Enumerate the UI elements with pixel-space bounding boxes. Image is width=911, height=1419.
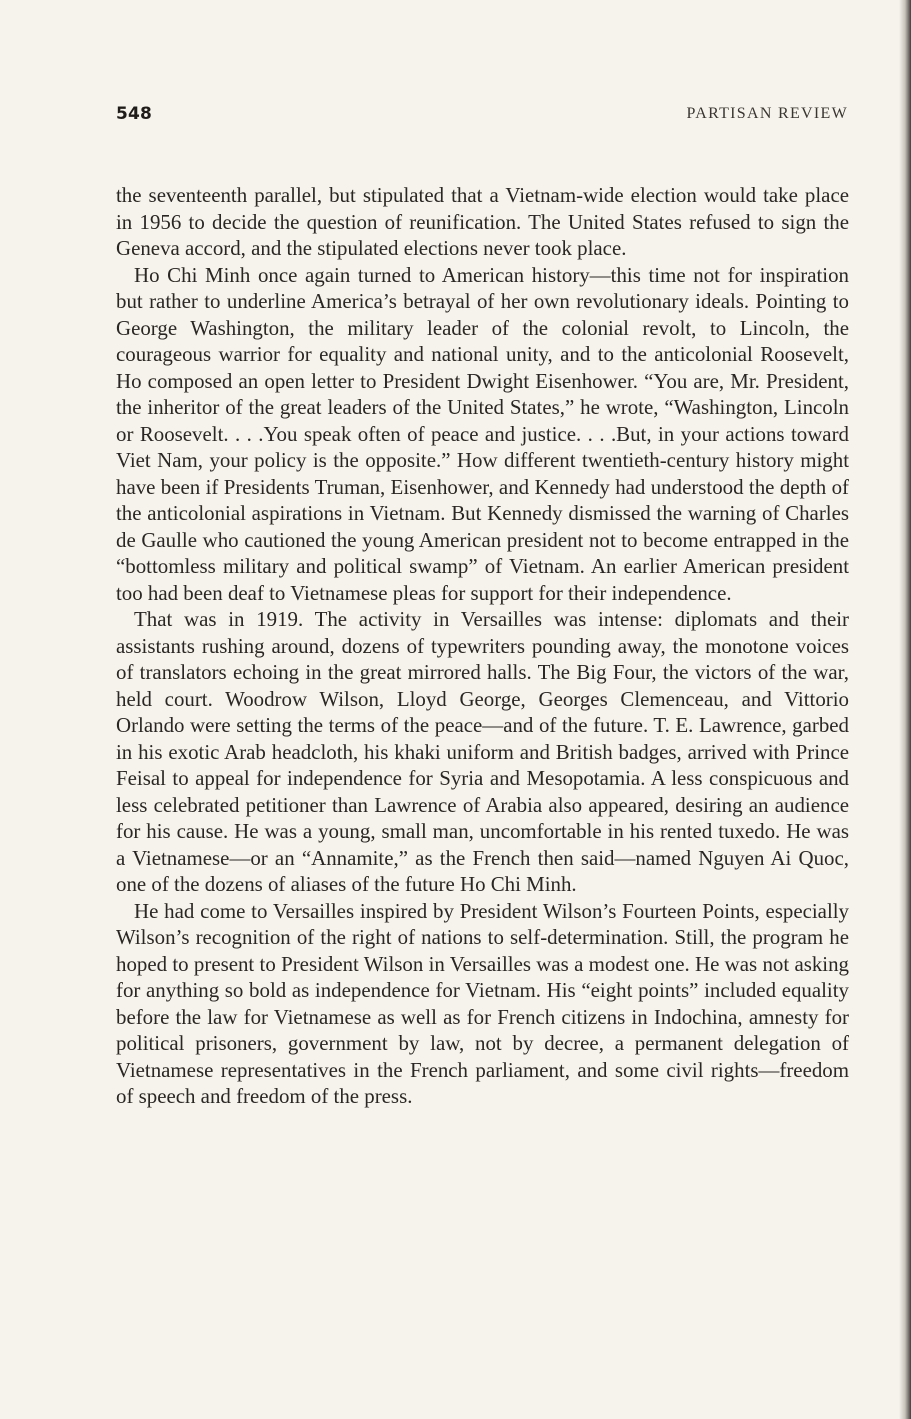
paragraph-2: Ho Chi Minh once again turned to American history—this time not for inspiration but rather to underline America’s betrayal of her own revolutionary ideals. Pointing to George Washington, the military leader of the colonial revolt, to Lincoln, the courageous warrior for equality and national unity, and to the anticolonial Roosevelt, Ho composed an open letter to President Dwight Eisenhower. “You are, Mr. President, the inheritor of the great leaders of the United States,” he wrote, “Washington, Lincoln or Roosevelt. . . .You speak often of peace and justice. . . .But, in your actions toward Viet Nam, your policy is the opposite.” How different twentieth-century history might have been if Presidents Truman, Eisenhower, and Kennedy had understood the depth of the anticolonial aspirations in Vietnam. But Kennedy dismissed the warning of Charles de Gaulle who cautioned the young American president not to become entrapped in the “bottomless military and political swamp” of Vietnam. An earlier American president too had been deaf to Vietnamese pleas for support for their independence.: [116, 262, 849, 605]
book-spine-shadow: [899, 0, 911, 1419]
paragraph-3: That was in 1919. The activity in Versailles was intense: diplomats and their assistants rushing around, dozens of typewriters pounding away, the monotone voices of translators echoing in the great mirrored halls. The Big Four, the victors of the war, held court. Woodrow Wilson, Lloyd George, Georges Clemenceau, and Vittorio Orlando were setting the terms of the peace—and of the future. T. E. Lawrence, garbed in his exotic Arab headcloth, his khaki uniform and British badges, arrived with Prince Feisal to appeal for independence for Syria and Mesopotamia. A less conspicuous and less celebrated petitioner than Lawrence of Arabia also appeared, desiring an audience for his cause. He was a young, small man, uncomfortable in his rented tuxedo. He was a Vietnamese—or an “Annamite,” as the French then said—named Nguyen Ai Quoc, one of the dozens of aliases of the future Ho Chi Minh.: [116, 607, 849, 896]
journal-title: PARTISAN REVIEW: [686, 105, 848, 122]
paragraph-1: the seventeenth parallel, but stipulated that a Vietnam-wide election would take place in 1956 to decide the question of reunification. The United States refused to sign the Geneva accord, and the stipulated elections never took place.: [116, 183, 849, 260]
paragraph-4: He had come to Versailles inspired by President Wilson’s Fourteen Points, especially Wilson’s recognition of the right of nations to self-determination. Still, the program he hoped to present to President Wilson in Versailles was a modest one. He was not asking for anything so bold as independence for Vietnam. His “eight points” included equality before the law for Vietnamese as well as for French citizens in Indochina, amnesty for political prisoners, government by law, not by decree, a permanent delegation of Vietnamese representatives in the French parliament, and some civil rights—freedom of speech and freedom of the press.: [116, 898, 849, 1108]
running-head: [116, 104, 848, 132]
page-number: 548: [116, 104, 153, 124]
body-text: [116, 182, 849, 1110]
